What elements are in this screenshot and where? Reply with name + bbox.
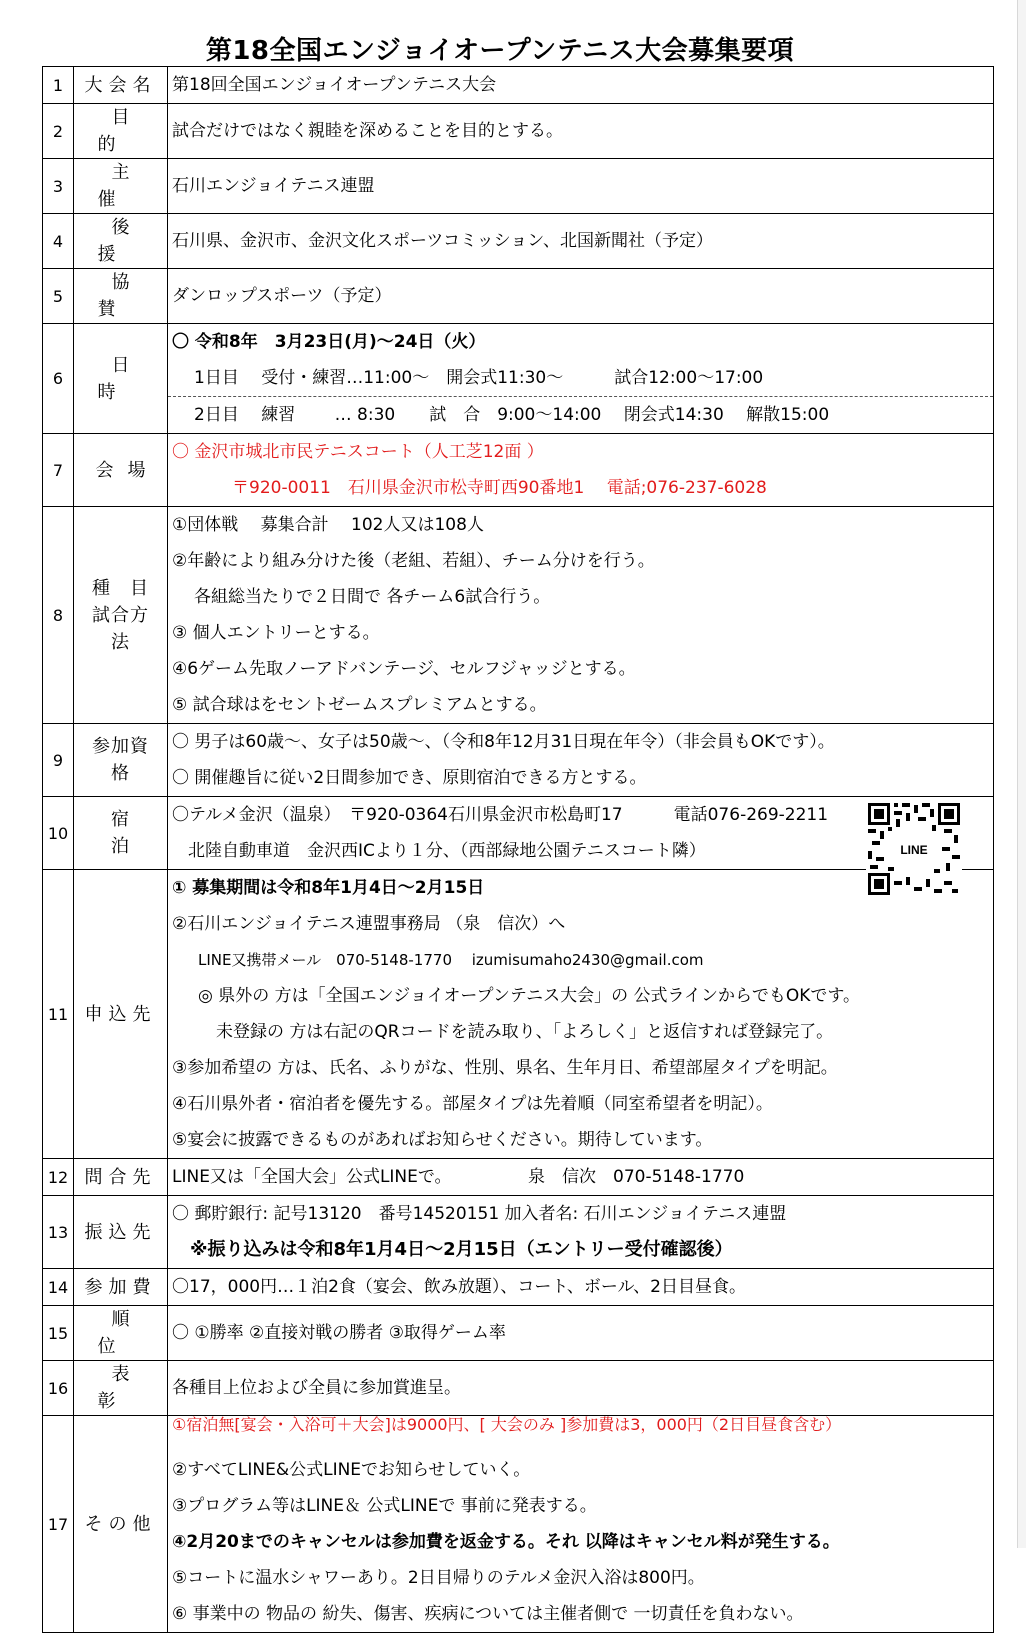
row-content <box>168 67 994 104</box>
row-label <box>74 507 168 724</box>
row-content <box>168 324 994 434</box>
content-line: ②すべてLINE&公式LINEでお知らせしていく。 <box>172 1460 531 1480</box>
row-label <box>74 1196 168 1269</box>
row-number: 14 <box>43 1269 74 1306</box>
row-content <box>168 1269 994 1306</box>
content-line: ⑤ 試合球はをセントゼームスプレミアムとする。 <box>172 695 547 715</box>
content-line: ダンロップスポーツ（予定） <box>172 286 392 306</box>
table-row <box>43 797 994 870</box>
table-row <box>43 507 994 724</box>
content-line: ④6ゲーム先取ノーアドバンテージ、セルフジャッジとする。 <box>172 659 636 679</box>
row-number: 7 <box>43 434 74 507</box>
table-row <box>43 1196 994 1269</box>
row-content <box>168 1361 994 1416</box>
row-number: 5 <box>43 269 74 324</box>
content-line: 〇 令和8年 3月23日(月)～24日（火） <box>172 332 486 352</box>
content-line: 試合だけではなく親睦を深めることを目的とする。 <box>172 121 563 141</box>
content-line: 〒920-0011 石川県金沢市松寺町西90番地1 電話;076-237-6028 <box>232 478 767 498</box>
content-line: ④石川県外者・宿泊者を優先する。部屋タイプは先着順（同室希望者を明記）。 <box>172 1094 773 1114</box>
row-label-text: 主催 <box>97 162 158 210</box>
table-row <box>43 724 994 797</box>
row-label-text: 宿 <box>111 809 130 830</box>
content-line: 石川エンジョイテニス連盟 <box>172 176 375 196</box>
row-label-text: 試合方 <box>92 604 149 626</box>
content-line: ◎ 県外の 方は「全国エンジョイオープンテニス大会」の 公式ラインからでもOKです。 <box>198 986 861 1006</box>
table-row <box>43 67 994 104</box>
content-line: 各組総当たりで２日間で 各チーム6試合行う。 <box>194 587 551 607</box>
row-number: 9 <box>43 724 74 797</box>
row-label-text: 日時 <box>97 354 158 403</box>
row-label <box>74 870 168 1159</box>
row-label-text: その他 <box>84 1513 157 1535</box>
content-line: ⑤宴会に披露できるものがあればお知らせください。期待しています。 <box>172 1130 713 1150</box>
content-line: ※振り込みは令和8年1月4日～2月15日（エントリー受付確認後） <box>190 1239 733 1260</box>
page-title: 第18全国エンジョイオープンテニス大会募集要項 <box>205 36 795 66</box>
row-label <box>74 269 168 324</box>
content-line: ③参加希望の 方は、氏名、ふりがな、性別、県名、生年月日、希望部屋タイプを明記。 <box>172 1058 838 1078</box>
row-label-text: 協賛 <box>97 272 158 320</box>
content-line: 〇 金沢市城北市民テニスコート（人工芝12面 ） <box>172 442 544 462</box>
content-line: ③プログラム等はLINE＆ 公式LINEで 事前に発表する。 <box>172 1496 597 1516</box>
content-line: ⑤コートに温水シャワーあり。2日目帰りのテルメ金沢入浴は800円。 <box>172 1568 705 1588</box>
line-qr-code[interactable] <box>866 801 962 897</box>
row-label <box>74 1361 168 1416</box>
table-row <box>43 434 994 507</box>
content-line: ④2月20までのキャンセルは参加費を返金する。それ 以降はキャンセル料が発生する。 <box>172 1532 840 1552</box>
table-row <box>43 1306 994 1361</box>
row-number: 1 <box>43 67 74 104</box>
row-label-text: 申込先 <box>84 1003 157 1025</box>
row-label <box>74 104 168 159</box>
content-line: 〇 男子は60歳～、女子は50歳～、（令和8年12月31日現在年令）（非会員もOKです）。 <box>172 732 835 752</box>
row-label <box>74 1269 168 1306</box>
guidelines-table <box>42 66 994 1633</box>
row-content <box>168 724 994 797</box>
content-line: 1日目 受付・練習…11:00～ 開会式11:30～ 試合12:00～17:00 <box>168 360 993 397</box>
table-row <box>43 1416 994 1633</box>
row-label <box>74 724 168 797</box>
content-line: ① 募集期間は令和8年1月4日～2月15日 <box>172 878 485 898</box>
row-label-text: 後援 <box>97 217 158 265</box>
table-row <box>43 214 994 269</box>
content-line: 未登録の 方は右記のQRコードを読み取り、「よろしく」と返信すれば登録完了。 <box>216 1022 834 1042</box>
row-number: 12 <box>43 1159 74 1196</box>
table-row <box>43 324 994 434</box>
content-line: 〇17，000円…１泊2食（宴会、飲み放題）、コート、ボール、2日目昼食。 <box>172 1277 746 1297</box>
row-content <box>168 269 994 324</box>
row-label <box>74 67 168 104</box>
row-label-text: 参加資 <box>92 736 149 757</box>
table-row <box>43 1159 994 1196</box>
content-line: LINE又は「全国大会」公式LINEで。 泉 信次 070-5148-1770 <box>172 1167 745 1187</box>
row-number: 10 <box>43 797 74 870</box>
table-row <box>43 159 994 214</box>
row-number: 6 <box>43 324 74 434</box>
row-content <box>168 870 994 1159</box>
row-label <box>74 797 168 870</box>
row-content <box>168 159 994 214</box>
row-label-text: 格 <box>111 763 130 784</box>
row-number: 4 <box>43 214 74 269</box>
content-line: LINE又携帯メール 070-5148-1770 izumisumaho2430@gmail.com <box>198 951 704 969</box>
row-content <box>168 104 994 159</box>
content-line: 〇 開催趣旨に従い2日間参加でき、原則宿泊できる方とする。 <box>172 768 647 788</box>
row-label <box>74 1159 168 1196</box>
table-row <box>43 870 994 1159</box>
row-content <box>168 214 994 269</box>
row-label-text: 表彰 <box>97 1364 158 1412</box>
row-label <box>74 1306 168 1361</box>
content-line: 各種目上位および全員に参加賞進呈。 <box>172 1378 461 1398</box>
window-scroll-edge <box>1017 0 1026 1548</box>
row-content <box>168 434 994 507</box>
table-row <box>43 1361 994 1416</box>
row-label <box>74 434 168 507</box>
row-label-text: 大会名 <box>84 74 157 96</box>
row-label <box>74 159 168 214</box>
row-label <box>74 214 168 269</box>
row-content <box>168 1416 994 1633</box>
content-line: ①団体戦 募集合計 102人又は108人 <box>172 515 484 535</box>
row-label-text: 会場 <box>95 459 160 481</box>
row-number: 8 <box>43 507 74 724</box>
table-row <box>43 1269 994 1306</box>
row-number: 15 <box>43 1306 74 1361</box>
row-label <box>74 324 168 434</box>
content-line: ②石川エンジョイテニス連盟事務局 （泉 信次）へ <box>172 914 566 934</box>
table-row <box>43 104 994 159</box>
row-number: 3 <box>43 159 74 214</box>
table-row <box>43 269 994 324</box>
row-label-text: 目的 <box>97 107 158 155</box>
content-line: ⑥ 事業中の 物品の 紛失、傷害、疾病については主催者側で 一切責任を負わない。 <box>172 1604 804 1624</box>
row-content <box>168 507 994 724</box>
row-number: 16 <box>43 1361 74 1416</box>
qr-label: LINE <box>900 843 928 857</box>
row-label-text: 法 <box>111 631 130 653</box>
content-line: 〇 ①勝率 ②直接対戦の勝者 ③取得ゲーム率 <box>172 1323 506 1343</box>
row-number: 13 <box>43 1196 74 1269</box>
content-line: 2日目 練習 … 8:30 試 合 9:00～14:00 閉会式14:30 解散15:00 <box>194 405 830 425</box>
row-number: 11 <box>43 870 74 1159</box>
content-line: 第18回全国エンジョイオープンテニス大会 <box>172 75 497 95</box>
content-line: 〇テルメ金沢（温泉） 〒920-0364石川県金沢市松島町17 電話076-269-2211 <box>172 805 829 825</box>
row-label-text: 順位 <box>97 1309 158 1357</box>
content-line: 北陸自動車道 金沢西ICより１分、（西部緑地公園テニスコート隣） <box>188 841 706 861</box>
content-line: ①宿泊無[宴会・入浴可＋大会]は9000円、[ 大会のみ ]参加費は3，000円（2日目昼食含む） <box>172 1416 842 1434</box>
content-line: ②年齢により組み分けた後（老組、若組）、チーム分けを行う。 <box>172 551 655 571</box>
row-number: 2 <box>43 104 74 159</box>
content-line: ③ 個人エントリーとする。 <box>172 623 380 643</box>
row-label-text: 種 目 <box>92 577 149 599</box>
row-label-text: 泊 <box>111 836 130 857</box>
row-content <box>168 1306 994 1361</box>
row-content <box>168 1196 994 1269</box>
content-line: 石川県、金沢市、金沢文化スポーツコミッション、北国新聞社（予定） <box>172 231 713 251</box>
row-content <box>168 1159 994 1196</box>
row-label <box>74 1416 168 1633</box>
row-label-text: 問合先 <box>84 1166 157 1188</box>
row-label-text: 振込先 <box>84 1221 157 1243</box>
content-line: 〇 郵貯銀行: 記号13120 番号14520151 加入者名: 石川エンジョイテニス連盟 <box>172 1204 787 1224</box>
row-number: 17 <box>43 1416 74 1633</box>
row-label-text: 参加費 <box>84 1276 157 1298</box>
